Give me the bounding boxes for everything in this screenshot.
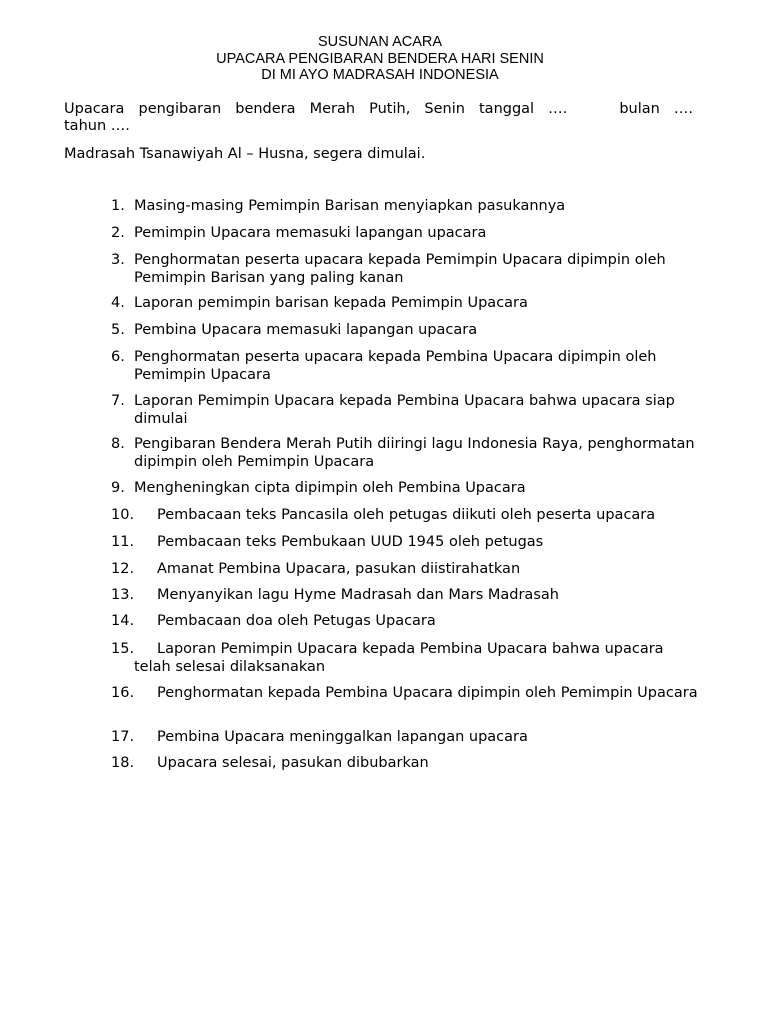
agenda-item-text: Penghormatan peserta upacara kepada Pemimpin Upacara dipimpin oleh Pemimpin Barisan yang paling kanan <box>134 252 666 286</box>
agenda-item-text: Amanat Pembina Upacara, pasukan diistirahatkan <box>157 561 521 577</box>
agenda-item <box>111 561 701 579</box>
title-line-1: SUSUNAN ACARA <box>317 34 443 50</box>
agenda-item-text: Pembacaan teks Pembukaan UUD 1945 oleh petugas <box>157 534 544 550</box>
intro-second-line: tahun …. <box>64 118 130 134</box>
agenda-item-text: Mengheningkan cipta dipimpin oleh Pembina Upacara <box>134 480 526 496</box>
agenda-item-text: Penghormatan kepada Pembina Upacara dipimpin oleh Pemimpin Upacara <box>157 685 698 701</box>
agenda-item-text: Menyanyikan lagu Hyme Madrasah dan Mars Madrasah <box>157 587 559 603</box>
agenda-item <box>111 252 701 287</box>
intro-word: Upacara <box>64 101 125 117</box>
agenda-item-number: 5. <box>111 322 125 338</box>
intro-word: bendera <box>235 101 296 117</box>
agenda-item <box>111 729 701 747</box>
agenda-item-number: 18. <box>111 755 135 771</box>
agenda-item-number: 3. <box>111 252 125 268</box>
agenda-item <box>111 641 701 676</box>
agenda-item-text: Upacara selesai, pasukan dibubarkan <box>157 755 429 771</box>
agenda-item-text: Pembina Upacara memasuki lapangan upacara <box>134 322 478 338</box>
agenda-item-number: 9. <box>111 480 125 496</box>
agenda-item-number: 4. <box>111 295 125 311</box>
intro-word: Putih, <box>369 101 411 117</box>
agenda-item-number: 6. <box>111 349 125 365</box>
agenda-item-number: 16. <box>111 685 135 701</box>
intro-word: Merah <box>309 101 356 117</box>
agenda-item <box>111 507 701 525</box>
agenda-item <box>111 198 701 216</box>
intro-word: …. <box>673 101 693 117</box>
agenda-item <box>111 587 701 605</box>
agenda-item <box>111 436 701 471</box>
intro-word: …. <box>548 101 568 117</box>
agenda-item-number: 2. <box>111 225 125 241</box>
agenda-item-text: Penghormatan peserta upacara kepada Pembina Upacara dipimpin oleh Pemimpin Upacara <box>134 349 657 383</box>
agenda-item-number: 15. <box>111 641 135 657</box>
agenda-item-text: Laporan pemimpin barisan kepada Pemimpin Upacara <box>134 295 528 311</box>
title-line-2: UPACARA PENGIBARAN BENDERA HARI SENIN <box>216 50 544 67</box>
agenda-item <box>111 534 701 552</box>
agenda-item-number: 10. <box>111 507 135 523</box>
agenda-item-number: 14. <box>111 613 135 629</box>
agenda-item <box>111 393 701 428</box>
agenda-item-text: Masing-masing Pemimpin Barisan menyiapkan pasukannya <box>134 198 566 214</box>
agenda-item <box>111 225 701 243</box>
agenda-item-number: 13. <box>111 587 135 603</box>
agenda-item <box>111 755 701 773</box>
agenda-item-number: 7. <box>111 393 125 409</box>
intro-paragraph-2: Madrasah Tsanawiyah Al – Husna, segera dimulai. <box>64 146 426 162</box>
agenda-item-number: 1. <box>111 198 125 214</box>
agenda-item <box>111 685 701 703</box>
agenda-item <box>111 613 701 631</box>
agenda-item <box>111 295 701 313</box>
agenda-item <box>111 480 701 498</box>
agenda-item-text: Pemimpin Upacara memasuki lapangan upacara <box>134 225 487 241</box>
agenda-item-text: Pengibaran Bendera Merah Putih diiringi lagu Indonesia Raya, penghormatan dipimpin oleh Pemimpin Upacara <box>134 436 695 470</box>
intro-word: bulan <box>619 101 660 117</box>
agenda-item-number: 8. <box>111 436 125 452</box>
agenda-item-text: Pembacaan teks Pancasila oleh petugas diikuti oleh peserta upacara <box>157 507 656 523</box>
agenda-item-number: 17. <box>111 729 135 745</box>
intro-word: tanggal <box>479 101 535 117</box>
agenda-item <box>111 322 701 340</box>
agenda-item-number: 11. <box>111 534 135 550</box>
agenda-item-text: Pembina Upacara meninggalkan lapangan upacara <box>157 729 528 745</box>
agenda-item-text: Pembacaan doa oleh Petugas Upacara <box>157 613 436 629</box>
title-line-3: DI MI AYO MADRASAH INDONESIA <box>261 67 499 83</box>
intro-word: Senin <box>424 101 465 117</box>
agenda-item-number: 12. <box>111 561 135 577</box>
agenda-item-text: Laporan Pemimpin Upacara kepada Pembina Upacara bahwa upacara siap dimulai <box>134 393 675 427</box>
agenda-item <box>111 349 701 384</box>
intro-word: pengibaran <box>138 101 222 117</box>
agenda-item-text: Laporan Pemimpin Upacara kepada Pembina Upacara bahwa upacara telah selesai dilaksanakan <box>134 641 664 675</box>
